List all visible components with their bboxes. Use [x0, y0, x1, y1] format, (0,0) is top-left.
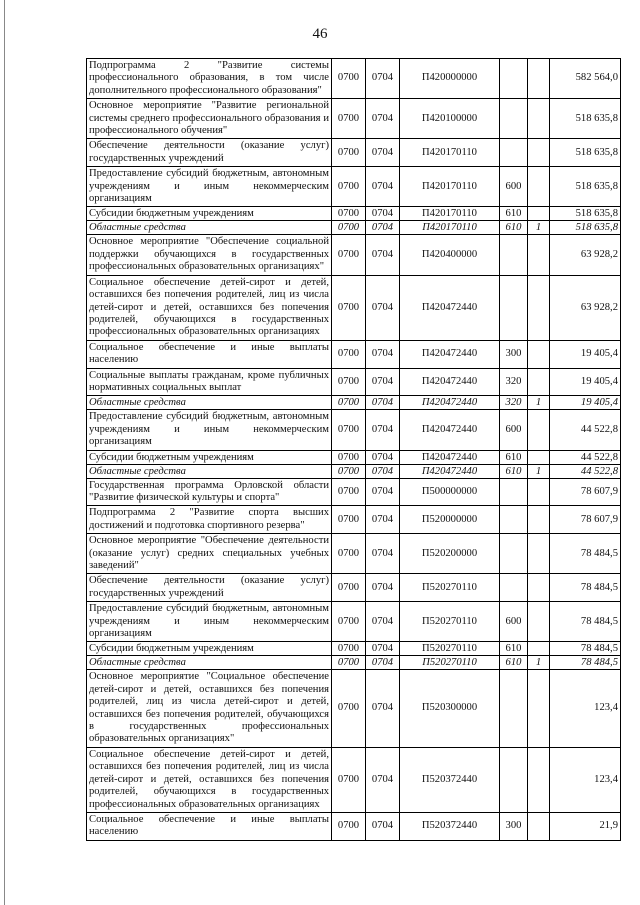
expense-type-cell: [500, 99, 528, 139]
page-number: 46: [312, 26, 328, 42]
item-name-cell: Социальное обеспечение и иные выплаты населению: [87, 340, 332, 368]
table-row: [87, 368, 621, 396]
section-code-cell: 0700: [332, 396, 366, 410]
table-row: [87, 602, 621, 642]
amount-cell: 518 635,8: [550, 139, 621, 167]
section-code-cell: 0700: [332, 221, 366, 235]
item-name-cell: Предоставление субсидий бюджетным, автономным учреждениям и иным некоммерческим организациям: [87, 602, 332, 642]
funding-source-cell: [528, 410, 550, 450]
expense-type-cell: 300: [500, 340, 528, 368]
item-name-cell: Предоставление субсидий бюджетным, автономным учреждениям и иным некоммерческим организациям: [87, 167, 332, 207]
amount-cell: 21,9: [550, 812, 621, 840]
table-row: [87, 275, 621, 340]
section-code-cell: 0700: [332, 478, 366, 506]
table-row-regional-funds: [87, 656, 621, 670]
funding-source-cell: [528, 235, 550, 275]
table-row: [87, 574, 621, 602]
amount-cell: 123,4: [550, 670, 621, 747]
section-code-cell: 0700: [332, 59, 366, 99]
amount-cell: 19 405,4: [550, 396, 621, 410]
target-article-cell: П420472440: [400, 396, 500, 410]
target-article-cell: П420170110: [400, 207, 500, 221]
section-code-cell: 0700: [332, 602, 366, 642]
expense-type-cell: 300: [500, 812, 528, 840]
section-code-cell: 0700: [332, 656, 366, 670]
expense-type-cell: [500, 506, 528, 534]
item-name-cell: Субсидии бюджетным учреждениям: [87, 642, 332, 656]
expense-type-cell: 320: [500, 396, 528, 410]
expense-type-cell: 610: [500, 207, 528, 221]
expense-type-cell: 600: [500, 410, 528, 450]
item-name-cell: Основное мероприятие "Социальное обеспечение детей-сирот и детей, оставшихся без попечения родителей, лиц из числа детей-сирот и детей, оставшихся без попечения родителей, обучающихся в государственных профессиональных образовательных организациях": [87, 670, 332, 747]
target-article-cell: П420472440: [400, 450, 500, 464]
target-article-cell: П520000000: [400, 506, 500, 534]
funding-source-cell: [528, 139, 550, 167]
section-code-cell: 0700: [332, 235, 366, 275]
funding-source-cell: [528, 574, 550, 602]
expense-type-cell: [500, 534, 528, 574]
subsection-code-cell: 0704: [366, 221, 400, 235]
subsection-code-cell: 0704: [366, 450, 400, 464]
subsection-code-cell: 0704: [366, 235, 400, 275]
target-article-cell: П520270110: [400, 656, 500, 670]
subsection-code-cell: 0704: [366, 368, 400, 396]
funding-source-cell: [528, 275, 550, 340]
target-article-cell: П420472440: [400, 340, 500, 368]
item-name-cell: Областные средства: [87, 464, 332, 478]
subsection-code-cell: 0704: [366, 478, 400, 506]
section-code-cell: 0700: [332, 99, 366, 139]
section-code-cell: 0700: [332, 275, 366, 340]
funding-source-cell: [528, 340, 550, 368]
amount-cell: 78 607,9: [550, 506, 621, 534]
table-row: [87, 235, 621, 275]
item-name-cell: Подпрограмма 2 "Развитие системы профессионального образования, в том числе дополнительного профессионального образования": [87, 59, 332, 99]
subsection-code-cell: 0704: [366, 642, 400, 656]
expense-type-cell: 610: [500, 656, 528, 670]
amount-cell: 518 635,8: [550, 167, 621, 207]
funding-source-cell: [528, 167, 550, 207]
target-article-cell: П520372440: [400, 747, 500, 812]
amount-cell: 44 522,8: [550, 464, 621, 478]
item-name-cell: Социальное обеспечение и иные выплаты населению: [87, 812, 332, 840]
expense-type-cell: [500, 574, 528, 602]
section-code-cell: 0700: [332, 450, 366, 464]
target-article-cell: П520270110: [400, 642, 500, 656]
expense-type-cell: [500, 139, 528, 167]
subsection-code-cell: 0704: [366, 534, 400, 574]
item-name-cell: Областные средства: [87, 396, 332, 410]
expense-type-cell: 600: [500, 602, 528, 642]
target-article-cell: П420000000: [400, 59, 500, 99]
funding-source-cell: 1: [528, 396, 550, 410]
expense-type-cell: [500, 747, 528, 812]
subsection-code-cell: 0704: [366, 812, 400, 840]
amount-cell: 19 405,4: [550, 368, 621, 396]
section-code-cell: 0700: [332, 368, 366, 396]
table-row-regional-funds: [87, 396, 621, 410]
item-name-cell: Субсидии бюджетным учреждениям: [87, 207, 332, 221]
table-row-regional-funds: [87, 221, 621, 235]
funding-source-cell: [528, 812, 550, 840]
expense-type-cell: 610: [500, 221, 528, 235]
subsection-code-cell: 0704: [366, 574, 400, 602]
target-article-cell: П420472440: [400, 464, 500, 478]
target-article-cell: П420170110: [400, 139, 500, 167]
target-article-cell: П420100000: [400, 99, 500, 139]
funding-source-cell: 1: [528, 464, 550, 478]
funding-source-cell: [528, 670, 550, 747]
item-name-cell: Социальные выплаты гражданам, кроме публичных нормативных социальных выплат: [87, 368, 332, 396]
section-code-cell: 0700: [332, 410, 366, 450]
subsection-code-cell: 0704: [366, 99, 400, 139]
amount-cell: 78 607,9: [550, 478, 621, 506]
section-code-cell: 0700: [332, 464, 366, 478]
funding-source-cell: [528, 642, 550, 656]
table-row-regional-funds: [87, 464, 621, 478]
subsection-code-cell: 0704: [366, 506, 400, 534]
amount-cell: 123,4: [550, 747, 621, 812]
funding-source-cell: [528, 506, 550, 534]
expense-type-cell: 610: [500, 450, 528, 464]
table-row: [87, 670, 621, 747]
subsection-code-cell: 0704: [366, 656, 400, 670]
section-code-cell: 0700: [332, 139, 366, 167]
expense-type-cell: 610: [500, 464, 528, 478]
section-code-cell: 0700: [332, 574, 366, 602]
amount-cell: 78 484,5: [550, 656, 621, 670]
amount-cell: 518 635,8: [550, 99, 621, 139]
table-row: [87, 59, 621, 99]
amount-cell: 63 928,2: [550, 275, 621, 340]
funding-source-cell: 1: [528, 221, 550, 235]
funding-source-cell: [528, 368, 550, 396]
expense-type-cell: [500, 478, 528, 506]
target-article-cell: П420472440: [400, 410, 500, 450]
amount-cell: 582 564,0: [550, 59, 621, 99]
table-row: [87, 207, 621, 221]
item-name-cell: Областные средства: [87, 656, 332, 670]
page-edge-line: [4, 0, 5, 905]
table-row: [87, 506, 621, 534]
target-article-cell: П420472440: [400, 368, 500, 396]
budget-table-body: [87, 59, 621, 841]
funding-source-cell: [528, 602, 550, 642]
item-name-cell: Государственная программа Орловской области "Развитие физической культуры и спорта": [87, 478, 332, 506]
item-name-cell: Обеспечение деятельности (оказание услуг) государственных учреждений: [87, 574, 332, 602]
section-code-cell: 0700: [332, 506, 366, 534]
expense-type-cell: [500, 59, 528, 99]
funding-source-cell: [528, 99, 550, 139]
subsection-code-cell: 0704: [366, 167, 400, 207]
table-row: [87, 99, 621, 139]
item-name-cell: Обеспечение деятельности (оказание услуг) государственных учреждений: [87, 139, 332, 167]
section-code-cell: 0700: [332, 670, 366, 747]
item-name-cell: Основное мероприятие "Обеспечение деятельности (оказание услуг) средних специальных учебных заведений": [87, 534, 332, 574]
amount-cell: 19 405,4: [550, 340, 621, 368]
section-code-cell: 0700: [332, 747, 366, 812]
table-row: [87, 410, 621, 450]
item-name-cell: Социальное обеспечение детей-сирот и детей, оставшихся без попечения родителей, лиц из числа детей-сирот и детей, оставшихся без попечения родителей, обучающихся в государственных профессиональных образовательных организациях: [87, 275, 332, 340]
item-name-cell: Основное мероприятие "Обеспечение социальной поддержки обучающихся в государственных профессиональных образовательных организациях": [87, 235, 332, 275]
amount-cell: 63 928,2: [550, 235, 621, 275]
section-code-cell: 0700: [332, 534, 366, 574]
section-code-cell: 0700: [332, 812, 366, 840]
expense-type-cell: [500, 275, 528, 340]
target-article-cell: П520270110: [400, 574, 500, 602]
section-code-cell: 0700: [332, 642, 366, 656]
expense-type-cell: [500, 670, 528, 747]
item-name-cell: Предоставление субсидий бюджетным, автономным учреждениям и иным некоммерческим организациям: [87, 410, 332, 450]
target-article-cell: П420472440: [400, 275, 500, 340]
amount-cell: 78 484,5: [550, 574, 621, 602]
table-row: [87, 139, 621, 167]
target-article-cell: П500000000: [400, 478, 500, 506]
table-row: [87, 340, 621, 368]
table-row: [87, 534, 621, 574]
section-code-cell: 0700: [332, 207, 366, 221]
amount-cell: 518 635,8: [550, 221, 621, 235]
target-article-cell: П420400000: [400, 235, 500, 275]
subsection-code-cell: 0704: [366, 602, 400, 642]
table-row: [87, 642, 621, 656]
target-article-cell: П420170110: [400, 221, 500, 235]
table-row: [87, 167, 621, 207]
funding-source-cell: [528, 207, 550, 221]
subsection-code-cell: 0704: [366, 747, 400, 812]
target-article-cell: П520372440: [400, 812, 500, 840]
funding-source-cell: [528, 478, 550, 506]
subsection-code-cell: 0704: [366, 207, 400, 221]
table-row: [87, 747, 621, 812]
amount-cell: 44 522,8: [550, 410, 621, 450]
funding-source-cell: [528, 450, 550, 464]
budget-table: [86, 58, 621, 841]
amount-cell: 518 635,8: [550, 207, 621, 221]
subsection-code-cell: 0704: [366, 396, 400, 410]
amount-cell: 44 522,8: [550, 450, 621, 464]
target-article-cell: П520300000: [400, 670, 500, 747]
subsection-code-cell: 0704: [366, 59, 400, 99]
table-row: [87, 450, 621, 464]
target-article-cell: П420170110: [400, 167, 500, 207]
funding-source-cell: [528, 534, 550, 574]
item-name-cell: Подпрограмма 2 "Развитие спорта высших достижений и подготовка спортивного резерва": [87, 506, 332, 534]
expense-type-cell: 320: [500, 368, 528, 396]
table-row: [87, 478, 621, 506]
section-code-cell: 0700: [332, 167, 366, 207]
table-row: [87, 812, 621, 840]
target-article-cell: П520270110: [400, 602, 500, 642]
subsection-code-cell: 0704: [366, 340, 400, 368]
item-name-cell: Областные средства: [87, 221, 332, 235]
expense-type-cell: 610: [500, 642, 528, 656]
item-name-cell: Субсидии бюджетным учреждениям: [87, 450, 332, 464]
item-name-cell: Социальное обеспечение детей-сирот и детей, оставшихся без попечения родителей, лиц из числа детей-сирот и детей, оставшихся без попечения родителей, обучающихся в государственных профессиональных образовательных организациях: [87, 747, 332, 812]
subsection-code-cell: 0704: [366, 670, 400, 747]
subsection-code-cell: 0704: [366, 464, 400, 478]
expense-type-cell: [500, 235, 528, 275]
target-article-cell: П520200000: [400, 534, 500, 574]
section-code-cell: 0700: [332, 340, 366, 368]
expense-type-cell: 600: [500, 167, 528, 207]
subsection-code-cell: 0704: [366, 139, 400, 167]
item-name-cell: Основное мероприятие "Развитие региональной системы среднего профессионального образования и профессионального обучения": [87, 99, 332, 139]
funding-source-cell: [528, 59, 550, 99]
subsection-code-cell: 0704: [366, 410, 400, 450]
funding-source-cell: [528, 747, 550, 812]
amount-cell: 78 484,5: [550, 534, 621, 574]
amount-cell: 78 484,5: [550, 642, 621, 656]
amount-cell: 78 484,5: [550, 602, 621, 642]
funding-source-cell: 1: [528, 656, 550, 670]
subsection-code-cell: 0704: [366, 275, 400, 340]
